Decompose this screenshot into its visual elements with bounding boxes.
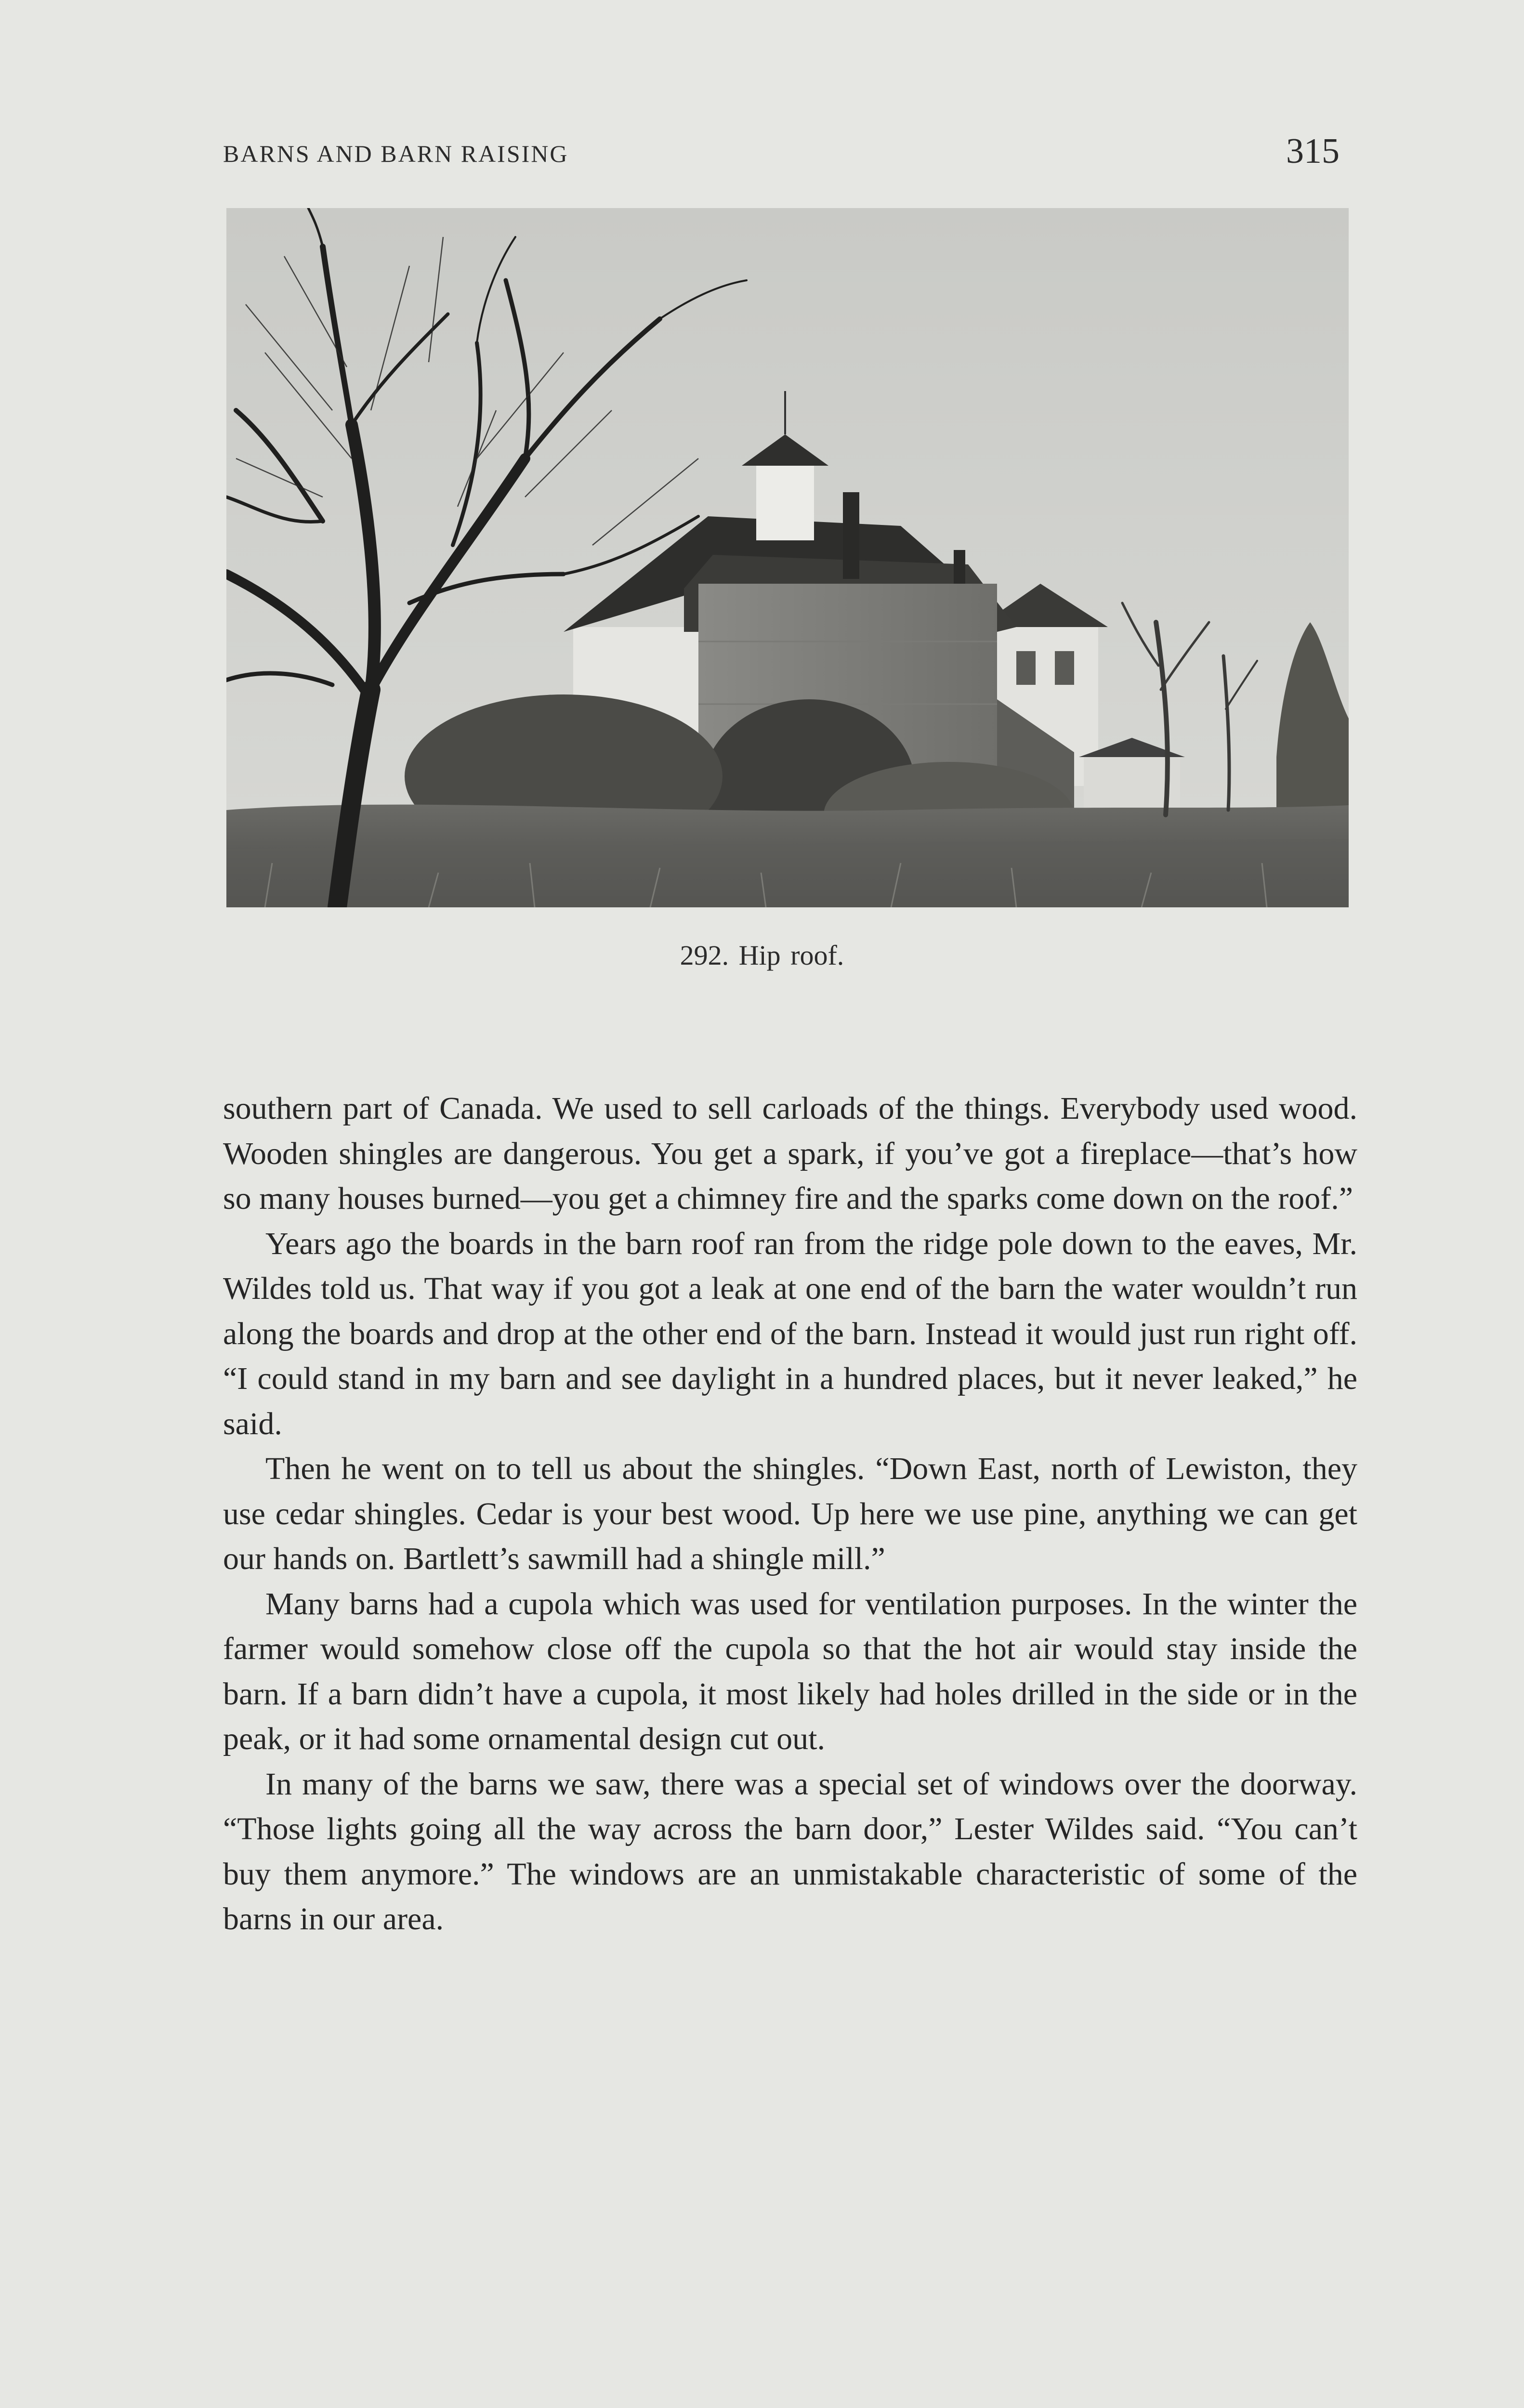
running-title: BARNS AND BARN RAISING: [223, 140, 569, 167]
hip-roof-barn-photo: [226, 208, 1349, 907]
page-number: 315: [1286, 131, 1340, 171]
figure-caption: 292. Hip roof.: [680, 940, 844, 971]
paragraph: Years ago the boards in the barn roof ran from the ridge pole down to the eaves, Mr. Wildes told us. That way if you got a leak at one end of the barn the water wouldn’t run along the boards and drop at the other end of the barn. Instead it would just run right off. “I could stand in my barn and see daylight in a hundred places, but it never leaked,” he said.: [223, 1226, 1357, 1441]
paragraph: Many barns had a cupola which was used for ventilation purposes. In the winter the farmer would somehow close off the cupola so that the hot air would stay inside the barn. If a barn didn’t have a cupola, it most likely had holes drilled in the side or in the peak, or it had some ornamental design cut out.: [223, 1586, 1357, 1756]
paragraph: Then he went on to tell us about the shingles. “Down East, north of Lewiston, they use cedar shingles. Cedar is your best wood. Up here we use pine, anything we can get our hands on. Bartlett’s sawmill had a shingle mill.”: [223, 1451, 1357, 1576]
paragraph: southern part of Canada. We used to sell carloads of the things. Everybody used wood. Wooden shingles are dangerous. You get a spark, if you’ve got a fireplace—that’s how so many houses burned—you get a chimney fire and the sparks come down on the roof.”: [223, 1091, 1357, 1216]
body-text: [223, 1086, 1357, 1942]
paragraph: In many of the barns we saw, there was a special set of windows over the doorway. “Those lights going all the way across the barn door,” Lester Wildes said. “You can’t buy them anymore.” The windows are an unmistakable characteristic of some of the barns in our area.: [223, 1766, 1357, 1937]
